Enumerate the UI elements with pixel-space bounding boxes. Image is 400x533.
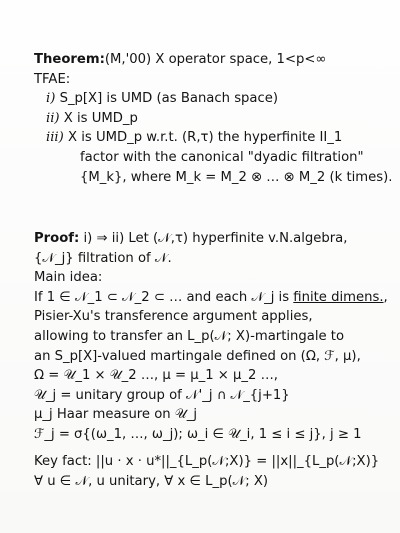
item-label: ii) (46, 110, 60, 126)
proof-line-6: 𝒰_j = unitary group of 𝒩'_j ∩ 𝒩_{j+1} (34, 387, 290, 403)
keyfact-line-1: Key fact: ||u · x · u*||_{L_p(𝒩;X)} = ||x||_{L_p(𝒩;X)} (34, 454, 380, 469)
proof-line-4: an S_p[X]-valued martingale defined on (Ω, ℱ, μ), (34, 348, 361, 364)
theorem-item-1 (34, 89, 384, 109)
tfae-label: TFAE: (34, 71, 71, 87)
item-text: S_p[X] is UMD (as Banach space) (59, 91, 279, 107)
item-text: X is UMD_p w.r.t. (R,τ) the hyperfinite II_1 (68, 130, 343, 146)
proof-line-text: If 1 ∈ 𝒩_1 ⊂ 𝒩_2 ⊂ … and each 𝒩_j is (34, 289, 290, 305)
keyfact-block (34, 452, 384, 491)
item-text: X is UMD_p (63, 110, 138, 126)
theorem-item-3 (34, 128, 384, 148)
theorem-title-line (34, 50, 384, 70)
theorem-item-3-cont-2: {M_k}, where M_k = M_2 ⊗ … ⊗ M_2 (k times). (80, 169, 393, 185)
item-label: iii) (46, 130, 64, 146)
theorem-heading: Theorem: (34, 52, 105, 67)
proof-filtration-line: {𝒩_j} filtration of 𝒩. (34, 250, 172, 266)
underlined-term: finite dimens. (293, 289, 384, 305)
proof-line-2: Pisier-Xu's transference argument applies, (34, 309, 313, 325)
proof-title-line (34, 229, 384, 249)
theorem-statement: X operator space, 1<p<∞ (155, 52, 327, 67)
proof-line-7: μ_j Haar measure on 𝒰_j (34, 407, 197, 423)
proof-line-1: If 1 ∈ 𝒩_1 ⊂ 𝒩_2 ⊂ … and each 𝒩_j is finite dimens., (34, 289, 388, 305)
proof-block (34, 229, 388, 445)
proof-first-line: i) ⇒ ii) Let (𝒩,τ) hyperfinite v.N.algebra, (83, 231, 348, 246)
theorem-citation: (M,'00) (104, 52, 152, 67)
theorem-block (34, 50, 393, 187)
keyfact-line-2: ∀ u ∈ 𝒩, u unitary, ∀ x ∈ L_p(𝒩; X) (34, 473, 269, 489)
proof-line-8: ℱ_j = σ{(ω_1, …, ω_j); ω_i ∈ 𝒰_i, 1 ≤ i ≤ j}, j ≥ 1 (34, 426, 362, 442)
main-idea-label: Main idea: (34, 270, 103, 286)
theorem-item-2 (34, 109, 384, 129)
theorem-item-3-cont-1: factor with the canonical "dyadic filtration" (80, 149, 364, 165)
proof-line-5: Ω = 𝒰_1 × 𝒰_2 …, μ = μ_1 × μ_2 …, (34, 368, 278, 384)
proof-heading: Proof: (34, 231, 80, 246)
item-label: i) (46, 91, 56, 107)
proof-line-3: allowing to transfer an L_p(𝒩; X)-martingale to (34, 328, 345, 344)
